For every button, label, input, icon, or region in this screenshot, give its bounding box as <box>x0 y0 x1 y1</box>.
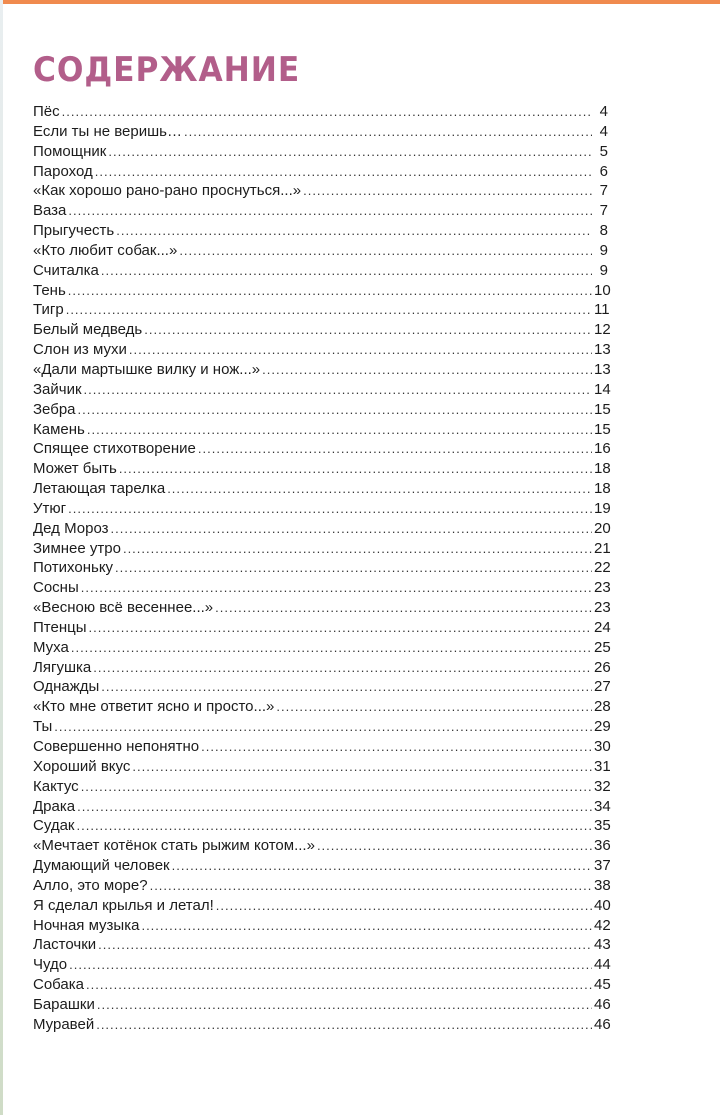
toc-entry-title: Тень <box>33 281 66 299</box>
dot-leader <box>93 658 592 678</box>
toc-entry-title: Пёс <box>33 103 60 120</box>
toc-entry-page: 7 <box>599 182 608 200</box>
toc-entry-page: 30 <box>594 738 611 755</box>
toc-entry-page: 4 <box>599 103 608 120</box>
dot-leader <box>54 717 592 737</box>
toc-entry-page: 26 <box>594 658 611 676</box>
toc-entry-page: 4 <box>599 122 608 140</box>
toc-entry <box>33 975 611 995</box>
toc-entry-title: Считалка <box>33 261 99 279</box>
table-of-contents <box>33 102 611 1035</box>
toc-entry <box>33 400 611 420</box>
toc-entry-title: Алло, это море? <box>33 876 148 894</box>
dot-leader <box>101 677 592 697</box>
toc-entry-title: Белый медведь <box>33 321 143 339</box>
dot-leader <box>66 300 592 320</box>
toc-entry <box>33 1015 611 1035</box>
toc-entry-title: Чудо <box>33 956 68 974</box>
toc-entry <box>33 697 611 717</box>
dot-leader <box>215 598 592 618</box>
toc-entry <box>33 340 611 360</box>
toc-entry-title: Зебра <box>33 400 76 418</box>
toc-entry-title: Утюг <box>33 499 67 517</box>
dot-leader <box>262 360 592 380</box>
dot-leader <box>87 420 592 440</box>
toc-entry <box>33 995 611 1015</box>
toc-entry <box>33 955 611 975</box>
toc-entry <box>33 558 611 578</box>
toc-entry-title: Судак <box>33 817 75 835</box>
toc-entry-page: 43 <box>594 936 611 954</box>
toc-entry-title: «Кто мне ответит ясно и просто...» <box>33 698 275 716</box>
dot-leader <box>108 142 592 162</box>
toc-entry <box>33 439 611 459</box>
toc-entry-title: Прыгучесть <box>33 222 115 240</box>
dot-leader <box>97 995 592 1015</box>
toc-entry <box>33 499 611 519</box>
dot-leader <box>141 916 592 936</box>
toc-entry-page: 15 <box>594 420 611 438</box>
top-accent-bar <box>0 0 720 4</box>
toc-entry-page: 28 <box>594 698 611 716</box>
toc-entry-page: 15 <box>594 400 611 418</box>
dot-leader <box>150 876 592 896</box>
toc-entry-title: Ваза <box>33 202 67 220</box>
dot-leader <box>184 122 592 142</box>
toc-entry-title: Может быть <box>33 460 117 478</box>
toc-entry-title: Спящее стихотворение <box>33 440 196 458</box>
dot-leader <box>86 975 592 995</box>
toc-entry <box>33 876 611 896</box>
toc-entry <box>33 797 611 817</box>
toc-entry-page: 42 <box>594 916 611 934</box>
toc-entry-page: 29 <box>594 718 611 736</box>
toc-entry <box>33 380 611 400</box>
dot-leader <box>81 777 592 797</box>
dot-leader <box>179 241 592 261</box>
toc-entry-title: Зимнее утро <box>33 539 121 557</box>
toc-entry-title: Помощник <box>33 142 107 160</box>
toc-entry-page: 19 <box>594 499 611 517</box>
toc-entry-title: «Мечтает котёнок стать рыжим котом...» <box>33 837 315 855</box>
toc-entry-page: 23 <box>594 599 611 617</box>
toc-entry-page: 37 <box>594 857 611 875</box>
toc-entry-page: 11 <box>594 301 610 319</box>
toc-entry <box>33 717 611 737</box>
toc-entry <box>33 261 608 281</box>
toc-entry <box>33 777 611 797</box>
toc-entry <box>33 757 611 777</box>
toc-entry-page: 25 <box>594 638 611 656</box>
toc-entry-title: «Как хорошо рано-рано проснуться...» <box>33 182 302 200</box>
dot-leader <box>71 638 592 658</box>
toc-entry-title: Я сделал крылья и летал! <box>33 896 214 914</box>
toc-entry-page: 10 <box>594 281 611 299</box>
toc-entry-title: «Кто любит собак...» <box>33 241 178 259</box>
toc-entry-title: Кактус <box>33 777 79 795</box>
toc-entry-page: 12 <box>594 321 611 339</box>
toc-entry <box>33 102 608 122</box>
toc-entry-page: 45 <box>594 976 611 994</box>
toc-entry <box>33 539 611 559</box>
dot-leader <box>69 955 592 975</box>
toc-entry-page: 35 <box>594 817 611 835</box>
toc-entry <box>33 816 611 836</box>
toc-entry <box>33 578 611 598</box>
toc-entry <box>33 459 611 479</box>
dot-leader <box>116 221 592 241</box>
dot-leader <box>119 459 592 479</box>
dot-leader <box>111 519 593 539</box>
toc-entry-page: 23 <box>594 579 611 597</box>
dot-leader <box>198 439 592 459</box>
toc-entry <box>33 618 611 638</box>
toc-entry-title: Слон из мухи <box>33 341 127 359</box>
toc-entry <box>33 519 611 539</box>
dot-leader <box>68 499 592 519</box>
dot-leader <box>303 181 592 201</box>
toc-entry-page: 7 <box>599 202 608 220</box>
toc-entry-page: 46 <box>594 1015 611 1033</box>
dot-leader <box>201 737 592 757</box>
toc-entry-page: 8 <box>599 222 608 240</box>
dot-leader <box>216 896 592 916</box>
toc-entry-title: Барашки <box>33 995 95 1013</box>
toc-entry-page: 22 <box>594 559 611 577</box>
toc-entry-page: 13 <box>594 360 611 378</box>
toc-entry <box>33 677 611 697</box>
dot-leader <box>132 757 592 777</box>
toc-entry-page: 16 <box>594 440 611 458</box>
dot-leader <box>115 558 592 578</box>
toc-entry-title: Думающий человек <box>33 857 170 875</box>
toc-entry <box>33 320 611 340</box>
toc-entry <box>33 658 611 678</box>
toc-entry-page: 13 <box>594 341 611 359</box>
dot-leader <box>98 935 592 955</box>
toc-entry-page: 32 <box>594 777 611 795</box>
dot-leader <box>101 261 592 281</box>
toc-entry <box>33 300 608 320</box>
toc-entry-page: 18 <box>594 460 611 478</box>
toc-entry-title: Если ты не веришь… <box>33 122 182 140</box>
toc-entry <box>33 142 608 162</box>
toc-entry-title: Муравей <box>33 1015 95 1033</box>
dot-leader <box>95 162 592 182</box>
toc-entry-page: 24 <box>594 618 611 636</box>
toc-entry <box>33 162 608 182</box>
toc-entry-page: 46 <box>594 995 611 1013</box>
dot-leader <box>172 856 592 876</box>
dot-leader <box>77 816 593 836</box>
toc-entry-title: «Дали мартышке вилку и нож...» <box>33 360 261 378</box>
dot-leader <box>317 836 592 856</box>
page-title: СОДЕРЖАНИЕ <box>33 50 301 90</box>
toc-entry <box>33 638 611 658</box>
toc-entry <box>33 598 611 618</box>
toc-entry <box>33 856 611 876</box>
dot-leader <box>77 797 592 817</box>
toc-entry-title: Пароход <box>33 162 93 180</box>
toc-entry-title: Муха <box>33 638 69 656</box>
toc-entry-title: Потихоньку <box>33 559 114 577</box>
toc-entry-title: Ночная музыка <box>33 916 140 934</box>
toc-entry <box>33 420 611 440</box>
toc-entry-title: Однажды <box>33 678 100 696</box>
toc-entry <box>33 221 608 241</box>
toc-entry-title: «Весною всё весеннее...» <box>33 599 214 617</box>
toc-entry-page: 5 <box>599 142 608 160</box>
toc-entry-title: Собака <box>33 976 84 994</box>
dot-leader <box>123 539 592 559</box>
toc-entry-title: Лягушка <box>33 658 92 676</box>
toc-entry-title: Зайчик <box>33 380 82 398</box>
toc-entry-title: Сосны <box>33 579 79 597</box>
toc-entry-page: 31 <box>594 757 611 775</box>
dot-leader <box>167 479 592 499</box>
toc-entry-title: Хороший вкус <box>33 757 131 775</box>
toc-entry-page: 34 <box>594 797 611 815</box>
toc-entry-title: Ты <box>33 718 53 736</box>
toc-entry-title: Птенцы <box>33 618 87 636</box>
dot-leader <box>68 281 592 301</box>
toc-entry <box>33 122 608 142</box>
dot-leader <box>96 1015 592 1035</box>
toc-entry-page: 20 <box>594 519 611 537</box>
toc-entry-title: Драка <box>33 797 76 815</box>
toc-entry-title: Камень <box>33 420 85 438</box>
toc-entry <box>33 935 611 955</box>
page-edge <box>0 0 3 1115</box>
toc-entry-title: Дед Мороз <box>33 519 109 537</box>
dot-leader <box>276 697 592 717</box>
toc-entry-page: 14 <box>594 380 611 398</box>
toc-entry-page: 38 <box>594 876 611 894</box>
toc-entry <box>33 360 611 380</box>
toc-entry-page: 27 <box>594 678 611 696</box>
toc-entry <box>33 896 611 916</box>
dot-leader <box>129 340 592 360</box>
toc-entry <box>33 916 611 936</box>
toc-entry-page: 40 <box>594 896 611 914</box>
toc-entry <box>33 281 611 301</box>
dot-leader <box>88 618 592 638</box>
toc-entry <box>33 241 608 261</box>
toc-entry <box>33 737 611 757</box>
dot-leader <box>144 320 592 340</box>
toc-entry <box>33 836 611 856</box>
toc-entry-page: 9 <box>599 241 608 259</box>
toc-entry <box>33 181 608 201</box>
toc-entry-page: 6 <box>599 162 608 180</box>
dot-leader <box>78 400 592 420</box>
toc-entry <box>33 201 608 221</box>
toc-entry-page: 36 <box>594 837 611 855</box>
toc-entry-title: Ласточки <box>33 936 97 954</box>
toc-entry-page: 18 <box>594 480 611 498</box>
dot-leader <box>68 201 592 221</box>
toc-entry-page: 44 <box>594 956 611 974</box>
toc-entry-page: 9 <box>599 261 608 279</box>
toc-entry <box>33 479 611 499</box>
toc-entry-title: Совершенно непонятно <box>33 738 200 755</box>
dot-leader <box>62 102 592 122</box>
toc-entry-title: Тигр <box>33 301 64 319</box>
toc-entry-title: Летающая тарелка <box>33 480 166 498</box>
dot-leader <box>81 578 592 598</box>
dot-leader <box>84 380 592 400</box>
toc-entry-page: 21 <box>594 539 611 557</box>
